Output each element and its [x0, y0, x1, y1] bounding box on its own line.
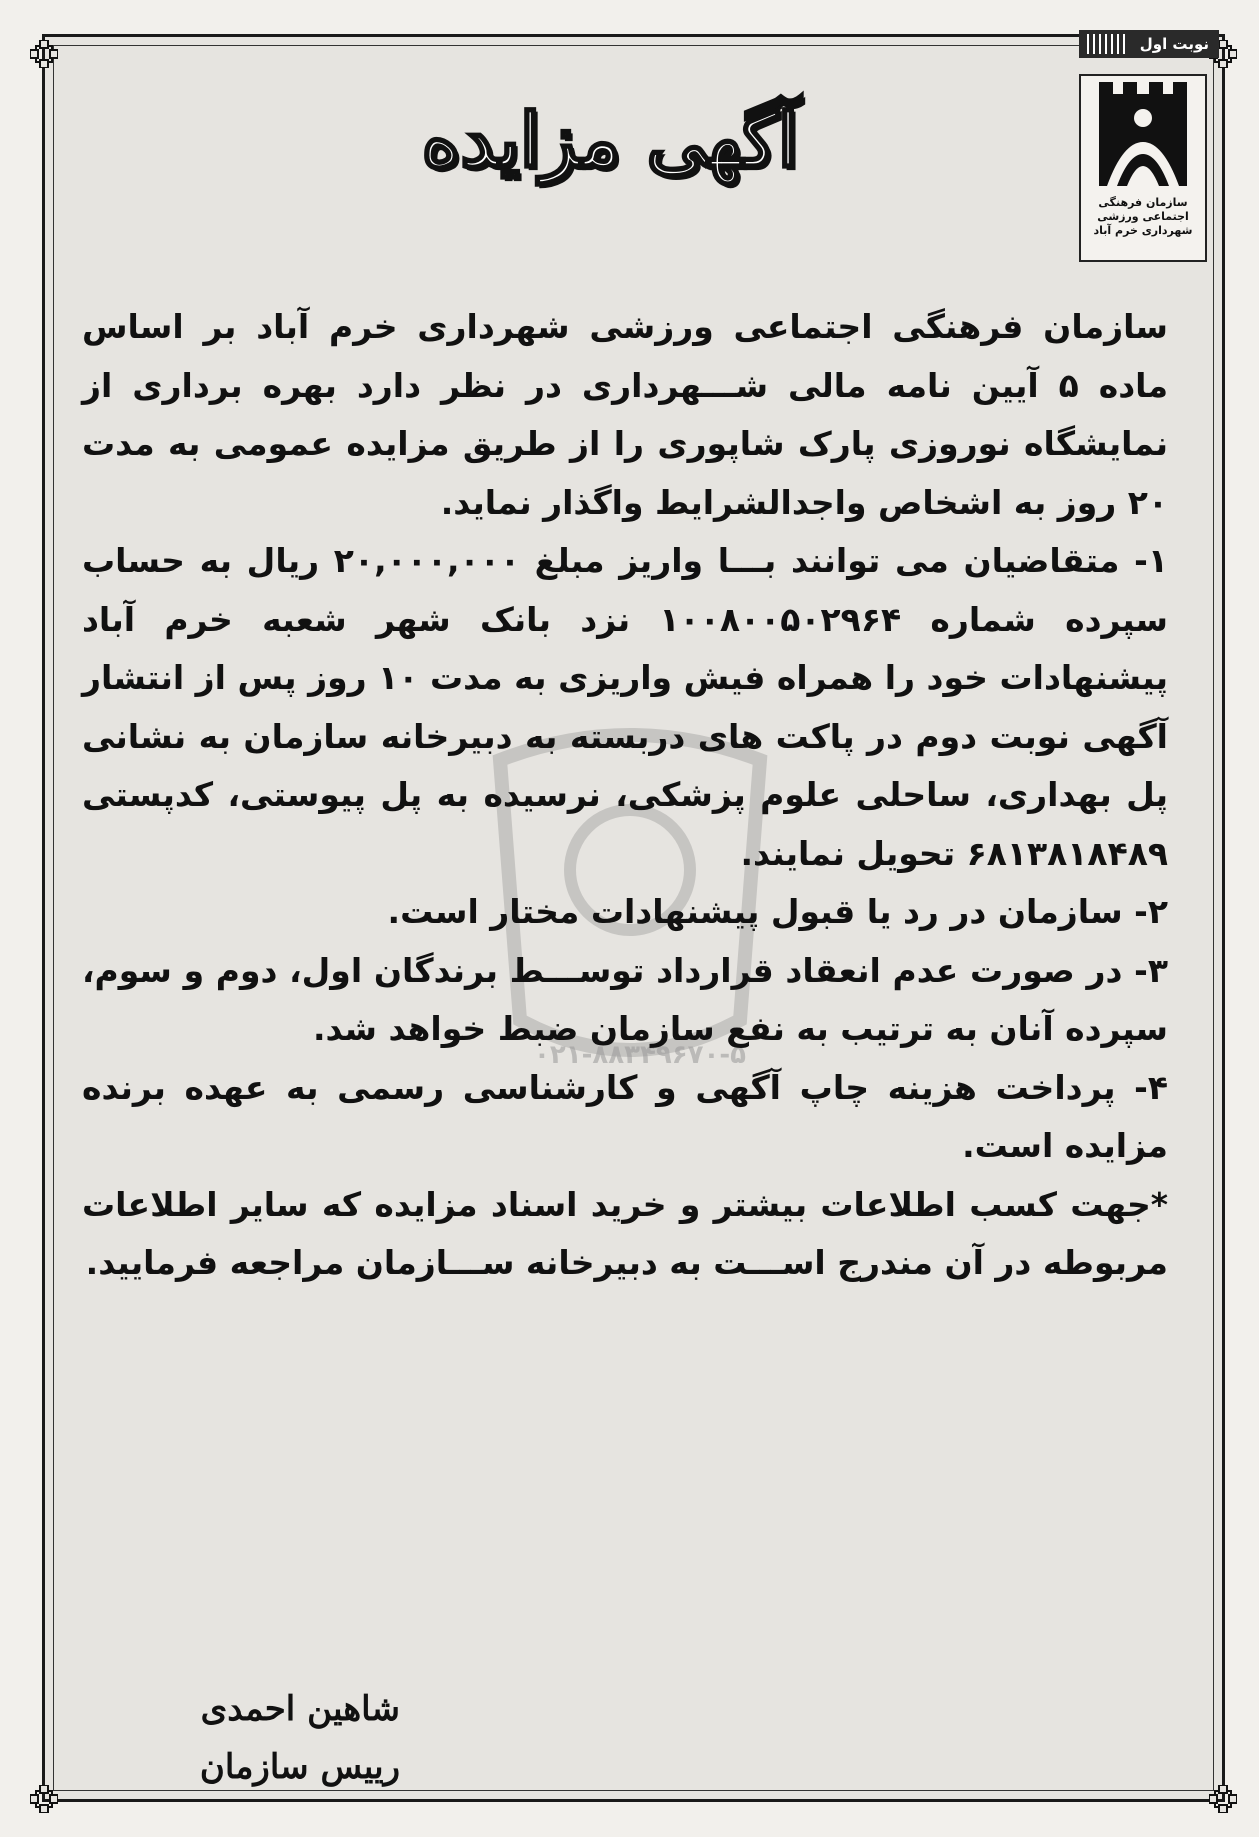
corner-ornament-icon	[30, 1785, 58, 1813]
condition-item: ۴- پرداخت هزینه چاپ آگهی و کارشناسی رسمی به عهده برنده مزایده است.	[82, 1067, 1168, 1165]
badge-label: نوبت اول	[1139, 35, 1209, 53]
publication-round-badge	[1079, 30, 1219, 58]
notice-body	[82, 298, 1168, 1293]
logo-line: سازمان فرهنگی	[1098, 196, 1188, 209]
intro-paragraph: سازمان فرهنگی اجتماعی ورزشی شهرداری خرم آباد بر اساس ماده ۵ آیین نامه مالی شـــهرداری در نظر دارد بهره برداری از نمایشگاه نوروزی پارک شاپوری را از طریق مزایده عمومی به مدت ۲۰ روز به اشخاص واجدالشرایط واگذار نماید.	[82, 307, 1168, 522]
condition-item: ۲- سازمان در رد یا قبول پیشنهادات مختار است.	[387, 892, 1168, 931]
castle-logo-icon	[1093, 80, 1193, 190]
signer-name: شاهین احمدی	[200, 1689, 400, 1729]
condition-item: ۳- در صورت عدم انعقاد قرارداد توســـط برندگان اول، دوم و سوم، سپرده آنان به ترتیب به نفع سازمان ضبط خواهد شد.	[82, 950, 1168, 1048]
organization-logo	[1079, 74, 1207, 262]
watermark-phone: ۰۲۱-۸۸۳۴۹۶۷۰-۵	[533, 1040, 746, 1070]
corner-ornament-icon	[30, 40, 58, 68]
info-note: *جهت کسب اطلاعات بیشتر و خرید اسناد مزایده که سایر اطلاعات مربوطه در آن مندرج اســـت به دبیرخانه ســـازمان مراجعه فرمایید.	[82, 1184, 1168, 1282]
corner-ornament-icon	[1209, 1785, 1237, 1813]
logo-line: اجتماعی ورزشی	[1097, 210, 1189, 223]
badge-stripes	[1087, 34, 1127, 54]
condition-item: ۱- متقاضیان می توانند بـــا واریز مبلغ ۲۰,۰۰۰,۰۰۰ ریال به حساب سپرده شماره ۱۰۰۸۰۰۵۰۲۹۶۴ نزد بانک شهر شعبه خرم آباد پیشنهادات خود را همراه فیش واریزی به مدت ۱۰ روز پس از انتشار آگهی نوبت دوم در پاکت های دربسته به دبیرخانه سازمان به نشانی پل بهداری، ساحلی علوم پزشکی، نرسیده به پل پیوستی، کدپستی ۶۸۱۳۸۱۸۴۸۹ تحویل نمایند.	[82, 541, 1168, 873]
logo-line: شهرداری خرم آباد	[1093, 224, 1193, 237]
notice-title: آگهی مزایده	[421, 98, 799, 184]
signer-role: رییس سازمان	[199, 1747, 400, 1787]
signature-block	[100, 1680, 400, 1796]
